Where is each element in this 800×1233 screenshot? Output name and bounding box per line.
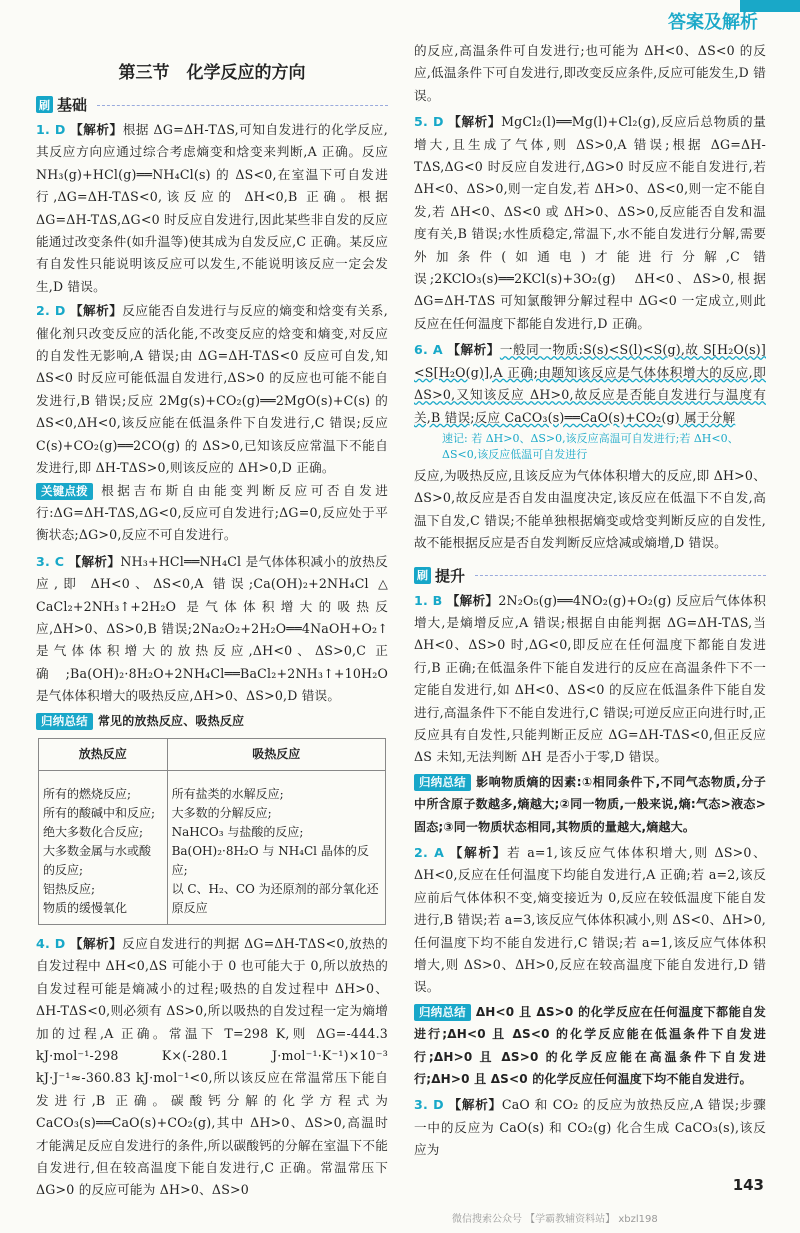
brush-icon: 刷 — [36, 96, 53, 113]
summary-text: 影响物质熵的因素:①相同条件下,不同气态物质,分子中所含原子数越多,熵越大;②同一物质,一般来说,熵:气态>液态>固态;③同一物质状态相同,其物质的量越大,熵越大。 — [414, 774, 766, 834]
divider — [97, 104, 388, 106]
answer-text: NH₃+HCl══NH₄Cl 是气体体积减小的放热反应,即 ΔH<0、ΔS<0,A 错误;Ca(OH)₂+2NH₄Cl △ CaCl₂+2NH₃↑+2H₂O 是气体体积增大的吸热反应,ΔH>0、ΔS>0,B 错误;2Na₂O₂+2H₂O══4NaOH+O₂↑是气体体积增大的放热反应,ΔH<0、ΔS>0,C 正确;Ba(OH)₂·8H₂O+2NH₄Cl══BaCl₂+2NH₃↑+10H₂O 是气体体积增大的吸热反应,ΔH>0、ΔS>0,D 错误。 — [36, 553, 388, 704]
table-item: 大多数的分解反应; — [171, 805, 272, 820]
answer-text: 根据 ΔG=ΔH-TΔS,可知自发进行的化学反应,其反应方向应通过综合考虑熵变和焓变来判断,A 正确。反应 NH₃(g)+HCl(g)══NH₄Cl(s) 的 ΔS<0,在室温下可自发进行,ΔG=ΔH-TΔS<0,该反应的 ΔH<0,B 正确。根据 ΔG=ΔH-TΔS,ΔG<0 时反应自发进行,因此某些非自发的反应能通过改变条件(如升温等)使其成为自发反应,C 正确。某反应有自发性只能说明该反应可以发生,不能说明该反应一定会发生,D 错误。 — [36, 122, 388, 294]
answer-text: 反应自发进行的判据 ΔG=ΔH-TΔS<0,放热的自发过程中 ΔH<0,ΔS 可能小于 0 也可能大于 0,所以放热的自发过程可能是熵减小的过程;吸热的自发过程中 ΔH>0、ΔH-TΔS<0,则必须有 ΔS>0,所以吸热的自发过程一定为熵增加的过程,A 正确。常温下 T=298 K,则 ΔG=-444.3 kJ·mol⁻¹-298 K×(-280.1 J·mol⁻¹·K⁻¹)×10⁻³ kJ·J⁻¹≈-360.83 kJ·mol⁻¹<0,所以该反应在常温常压下能自发进行,B 正确。碳酸钙分解的化学方程式为 CaCO₃(s)══CaO(s)+CO₂(g),其中 ΔH>0、ΔS>0,高温时才能满足反应自发进行的条件,所以碳酸钙的分解在室温下不能自发进行,但在较高温度下能自发进行,C 正确。常温常压下 ΔG>0 的反应可能为 ΔH>0、ΔS>0 — [36, 935, 388, 1198]
answer-3 — [36, 551, 388, 708]
answer-5 — [414, 111, 766, 335]
answer-text: CaO 和 CO₂ 的反应为放热反应,A 错误;步骤一中的反应为 CaO(s) 和 CO₂(g) 化合生成 CaCO₃(s),该反应为 — [414, 1097, 766, 1158]
table-item: 大多数金属与水或酸的反应; — [43, 843, 152, 877]
answer-number: 3. C — [36, 553, 65, 569]
summary-note-2 — [414, 1001, 766, 1091]
upgrade-answer-1 — [414, 590, 766, 769]
page-header-title: 答案及解析 — [668, 12, 758, 33]
reaction-table — [38, 738, 386, 925]
table-item: Ba(OH)₂·8H₂O 与 NH₄Cl 晶体的反应; — [171, 843, 369, 877]
table-header: 放热反应 — [39, 738, 168, 770]
summary-title: 常见的放热反应、吸热反应 — [97, 713, 245, 728]
exothermic-cell — [39, 770, 168, 924]
summary-heading — [36, 710, 388, 732]
answer-6-continued: 反应,为吸热反应,且该反应为气体体积增大的反应,即 ΔH>0、ΔS>0,故反应是否自发由温度决定,该反应在低温下不自发,高温下自发,C 错误;不能单独根据熵变或焓变判断反应的自发性,故不能根据反应是否自发判断反应焓减或熵增,D 错误。 — [414, 467, 766, 551]
answer-2 — [36, 300, 388, 479]
key-point-text: 根据吉布斯自由能变判断反应可否自发进行:ΔG=ΔH-TΔS,ΔG<0,反应可自发进行;ΔG=0,反应处于平衡状态;ΔG>0,反应不可自发进行。 — [36, 482, 388, 543]
section-up-label: 提升 — [435, 566, 466, 585]
table-item: 绝大多数化合反应; — [43, 824, 144, 839]
endothermic-cell — [167, 770, 385, 924]
answer-4-continued: 的反应,高温条件可自发进行;也可能为 ΔH<0、ΔS<0 的反应,低温条件下可自发进行,即改变反应条件,反应可能发生,D 错误。 — [414, 43, 766, 103]
answer-number: 2. D — [36, 303, 66, 319]
answer-text: MgCl₂(l)══Mg(l)+Cl₂(g),反应后总物质的量增大,且生成了气体,则 ΔS>0,A 错误;根据 ΔG=ΔH-TΔS,ΔG<0 时反应自发进行,ΔG>0 时反应不能自发进行,若 ΔH<0、ΔS>0,则一定自发,若 ΔH>0、ΔS<0,则一定不能自发,若 ΔH<0、ΔS<0 或 ΔH>0、ΔS>0,反应能否自发和温度有关,B 错误;水性质稳定,常温下,水不能自发进行分解,需要外加条件(如通电)才能进行分解,C 错误;2KClO₃(s)══2KCl(s)+3O₂(g) ΔH<0、ΔS>0,根据 ΔG=ΔH-TΔS 可知氯酸钾分解过程中 ΔG<0 一定成立,则此反应在任何温度下都能自发进行,D 正确。 — [414, 114, 766, 331]
answer-1 — [36, 119, 388, 298]
answer-number: 1. B — [414, 592, 443, 608]
table-item: 所有的酸碱中和反应; — [43, 805, 156, 820]
answer-number: 2. A — [414, 845, 445, 860]
answer-tag: 【解析】 — [448, 1097, 502, 1113]
summary-label: 归纳总结 — [414, 774, 471, 791]
answer-tag: 【解析】 — [449, 845, 508, 860]
answer-number: 5. D — [414, 114, 444, 130]
table-header: 吸热反应 — [167, 738, 385, 770]
answer-number: 4. D — [36, 935, 66, 951]
answer-tag: 【解析】 — [68, 553, 121, 569]
answer-text: 若 a=1,该反应气体体积增大,则 ΔS>0、ΔH<0,反应在任何温度下均能自发进行,A 正确;若 a=2,该反应前后气体体积不变,熵变接近为 0,反应在较低温度下能自发进行,B 错误;若 a=3,该反应气体体积减小,则 ΔS<0、ΔH>0,任何温度下均不能自发进行,C 错误;若 a=1,该反应气体体积增大,则 ΔS>0、ΔH>0,反应在较高温度下能自发进行,D 错误。 — [414, 845, 766, 995]
answer-number: 1. D — [36, 122, 66, 137]
key-point-label: 关键点拨 — [36, 483, 93, 500]
answer-6 — [414, 339, 766, 429]
table-item: NaHCO₃ 与盐酸的反应; — [171, 824, 304, 839]
answer-tag: 【解析】 — [446, 592, 499, 608]
answer-tag: 【解析】 — [69, 303, 123, 319]
right-column — [414, 0, 766, 1162]
section-basic-heading — [36, 94, 388, 115]
summary-label: 归纳总结 — [414, 1004, 471, 1021]
answer-tag: 【解析】 — [70, 122, 123, 137]
summary-note-1 — [414, 771, 766, 838]
section-basic-label: 基础 — [57, 96, 88, 114]
upgrade-answer-2 — [414, 842, 766, 999]
section-title: 第三节 化学反应的方向 — [118, 63, 306, 83]
answer-number: 3. D — [414, 1097, 444, 1113]
answer-number: 6. A — [414, 342, 443, 358]
table-item: 所有的燃烧反应; — [43, 786, 132, 801]
footer-watermark: 微信搜索公众号 【学霸教辅资料站】 xbzl198 — [452, 1214, 658, 1225]
summary-text: ΔH<0 且 ΔS>0 的化学反应在任何温度下都能自发进行;ΔH<0 且 ΔS<0 的化学反应能在低温条件下自发进行;ΔH>0 且 ΔS>0 的化学反应能在高温条件下自发进行;ΔH>0 且 ΔS<0 的化学反应任何温度下均不能自发进行。 — [414, 1004, 766, 1087]
key-point-note — [36, 480, 388, 547]
table-item: 铝热反应; — [43, 881, 96, 896]
section-up-heading — [414, 565, 766, 586]
summary-label: 归纳总结 — [36, 713, 93, 730]
page-number: 143 — [732, 1176, 764, 1194]
brush-icon: 刷 — [414, 567, 431, 584]
table-item: 以 C、H₂、CO 为还原剂的部分氧化还原反应 — [171, 881, 379, 915]
answer-tag: 【解析】 — [448, 114, 502, 130]
answer-text: 2N₂O₅(g)══4NO₂(g)+O₂(g) 反应后气体体积增大,是熵增反应,A 错误;根据自由能判据 ΔG=ΔH-TΔS,当 ΔH<0、ΔS>0 时,ΔG<0,即反应在任何温度下都能自发进行,B 正确;在低温条件下能自发进行的反应在高温条件下不一定能自发进行,如 ΔH<0、ΔS<0 的反应在低温条件下能自发进行,高温条件下不能自发进行,C 错误;可逆反应正向进行时,正反应具有自发性,只能判断正反应 ΔG=ΔH-TΔS<0,但正反应 ΔS 未知,无法判断 ΔH 是否小于零,D 错误。 — [414, 592, 766, 765]
answer-tag: 【解析】 — [69, 935, 123, 951]
answer-text: 一般同一物质:S(s)<S(l)<S(g),故 S[H₂O(s)]<S[H₂O(g)],A 正确;由题知该反应是气体体积增大的反应,即 ΔS>0,又知该反应 ΔH>0,故反应是否能自发进行与温度有关,B 错误;反应 CaCO₃(s)══CaO(s)+CO₂(g) 属于分解 — [414, 342, 766, 425]
answer-tag: 【解析】 — [447, 342, 500, 358]
left-column — [36, 0, 388, 1202]
answer-4 — [36, 933, 388, 1202]
divider — [475, 574, 766, 576]
answer-text: 反应能否自发进行与反应的熵变和焓变有关系,催化剂只改变反应的活化能,不改变反应的焓变和熵变,对反应的自发性无影响,A 错误;由 ΔG=ΔH-TΔS<0 反应可自发,知 ΔS<0 时反应可能低温自发进行,ΔS>0 的反应也可能不能自发进行,B 错误;反应 2Mg(s)+CO₂(g)══2MgO(s)+C(s) 的 ΔS<0,ΔH<0,该反应能在低温条件下自发进行,C 错误;反应 C(s)+CO₂(g)══2CO(g) 的 ΔS>0,已知该反应常温下不能自发进行,即 ΔH-TΔS>0,则该反应的 ΔH>0,D 正确。 — [36, 303, 388, 476]
table-item: 物质的缓慢氧化 — [43, 900, 128, 915]
memo-note: 速记: 若 ΔH>0、ΔS>0,该反应高温可自发进行;若 ΔH<0、ΔS<0,该反应低温可自发进行 — [442, 431, 739, 461]
upgrade-answer-3 — [414, 1094, 766, 1161]
table-item: 所有盐类的水解反应; — [171, 786, 284, 801]
